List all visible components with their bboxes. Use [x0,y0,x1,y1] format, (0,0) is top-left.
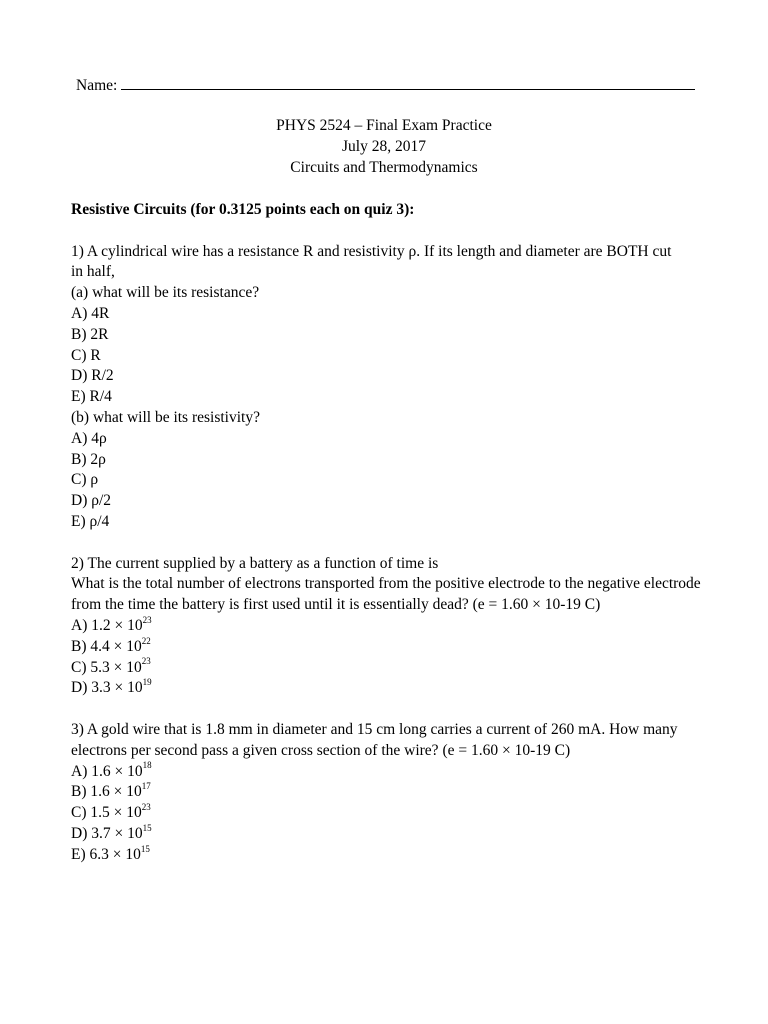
name-field-row [76,74,695,96]
q1b-option: D) ρ/2 [71,492,112,510]
q1a-option: D) R/2 [71,367,114,385]
q3-option: A) $1.6 \times 10^{18}$ [71,760,152,780]
exam-topic: Circuits and Thermodynamics [290,158,478,176]
section-title: Resistive Circuits (for 0.3125 points each on quiz 3): [71,201,415,218]
q3-option: C) $1.5 \times 10^{23}$ [71,801,151,822]
q1-stem: 1) A cylindrical wire has a resistance R and resistivity ρ. If its length and diameter are BOTH cut [71,242,672,260]
q3-option: E) $6.3 \times 10^{15}$ [71,843,150,863]
exam-content [71,200,701,866]
q2-option: D) $3.3 \times 10^{19}$ [71,677,152,697]
q3-stem: 3) A gold wire that is 1.8 mm in diameter and 15 cm long carries a current of 260 mA. How many electrons per second pass a given cross section of the wire? (e = 1.60 × 10-19 C) [71,720,678,759]
course-title: PHYS 2524 – Final Exam Practice [276,117,492,134]
q2-option: B) $4.4 \times 10^{22}$ [71,635,151,655]
q2-option: A) $1.2 \times 10^{23}$ [71,614,152,634]
name-blank-line [121,74,695,90]
q1b-option: C) ρ [71,471,99,489]
q1a-option: B) 2R [71,325,109,343]
question-2 [71,554,701,700]
q1b-option: E) ρ/4 [71,512,110,530]
exam-date: July 28, 2017 [342,137,426,155]
exam-header [0,116,768,178]
question-1 [71,242,701,533]
q1-part-b: (b) what will be its resistivity? [71,408,260,426]
q1a-option: C) R [71,346,101,364]
q1a-option: E) R/4 [71,388,112,406]
q2-stem: 2) The current supplied by a battery as a function of time is [71,554,439,572]
q3-option: D) $3.7 \times 10^{15}$ [71,822,152,842]
q1b-option: A) 4ρ [71,429,107,447]
q1a-option: A) 4R [71,304,110,322]
q2-option: C) $5.3 \times 10^{23}$ [71,656,151,676]
question-3 [71,720,701,866]
q1-part-a: (a) what will be its resistance? [71,284,260,302]
q2-stem-continued: What is the total number of electrons transported from the positive electrode to the negative electrode from the time the battery is first used until it is essentially dead? (e = 1.60 × 10-19 C) [71,575,701,614]
name-label: Name: [76,77,118,94]
q1-stem-continued: in half, [71,263,115,281]
q1b-option: B) 2ρ [71,450,106,468]
q3-option: B) $1.6 \times 10^{17}$ [71,781,151,801]
